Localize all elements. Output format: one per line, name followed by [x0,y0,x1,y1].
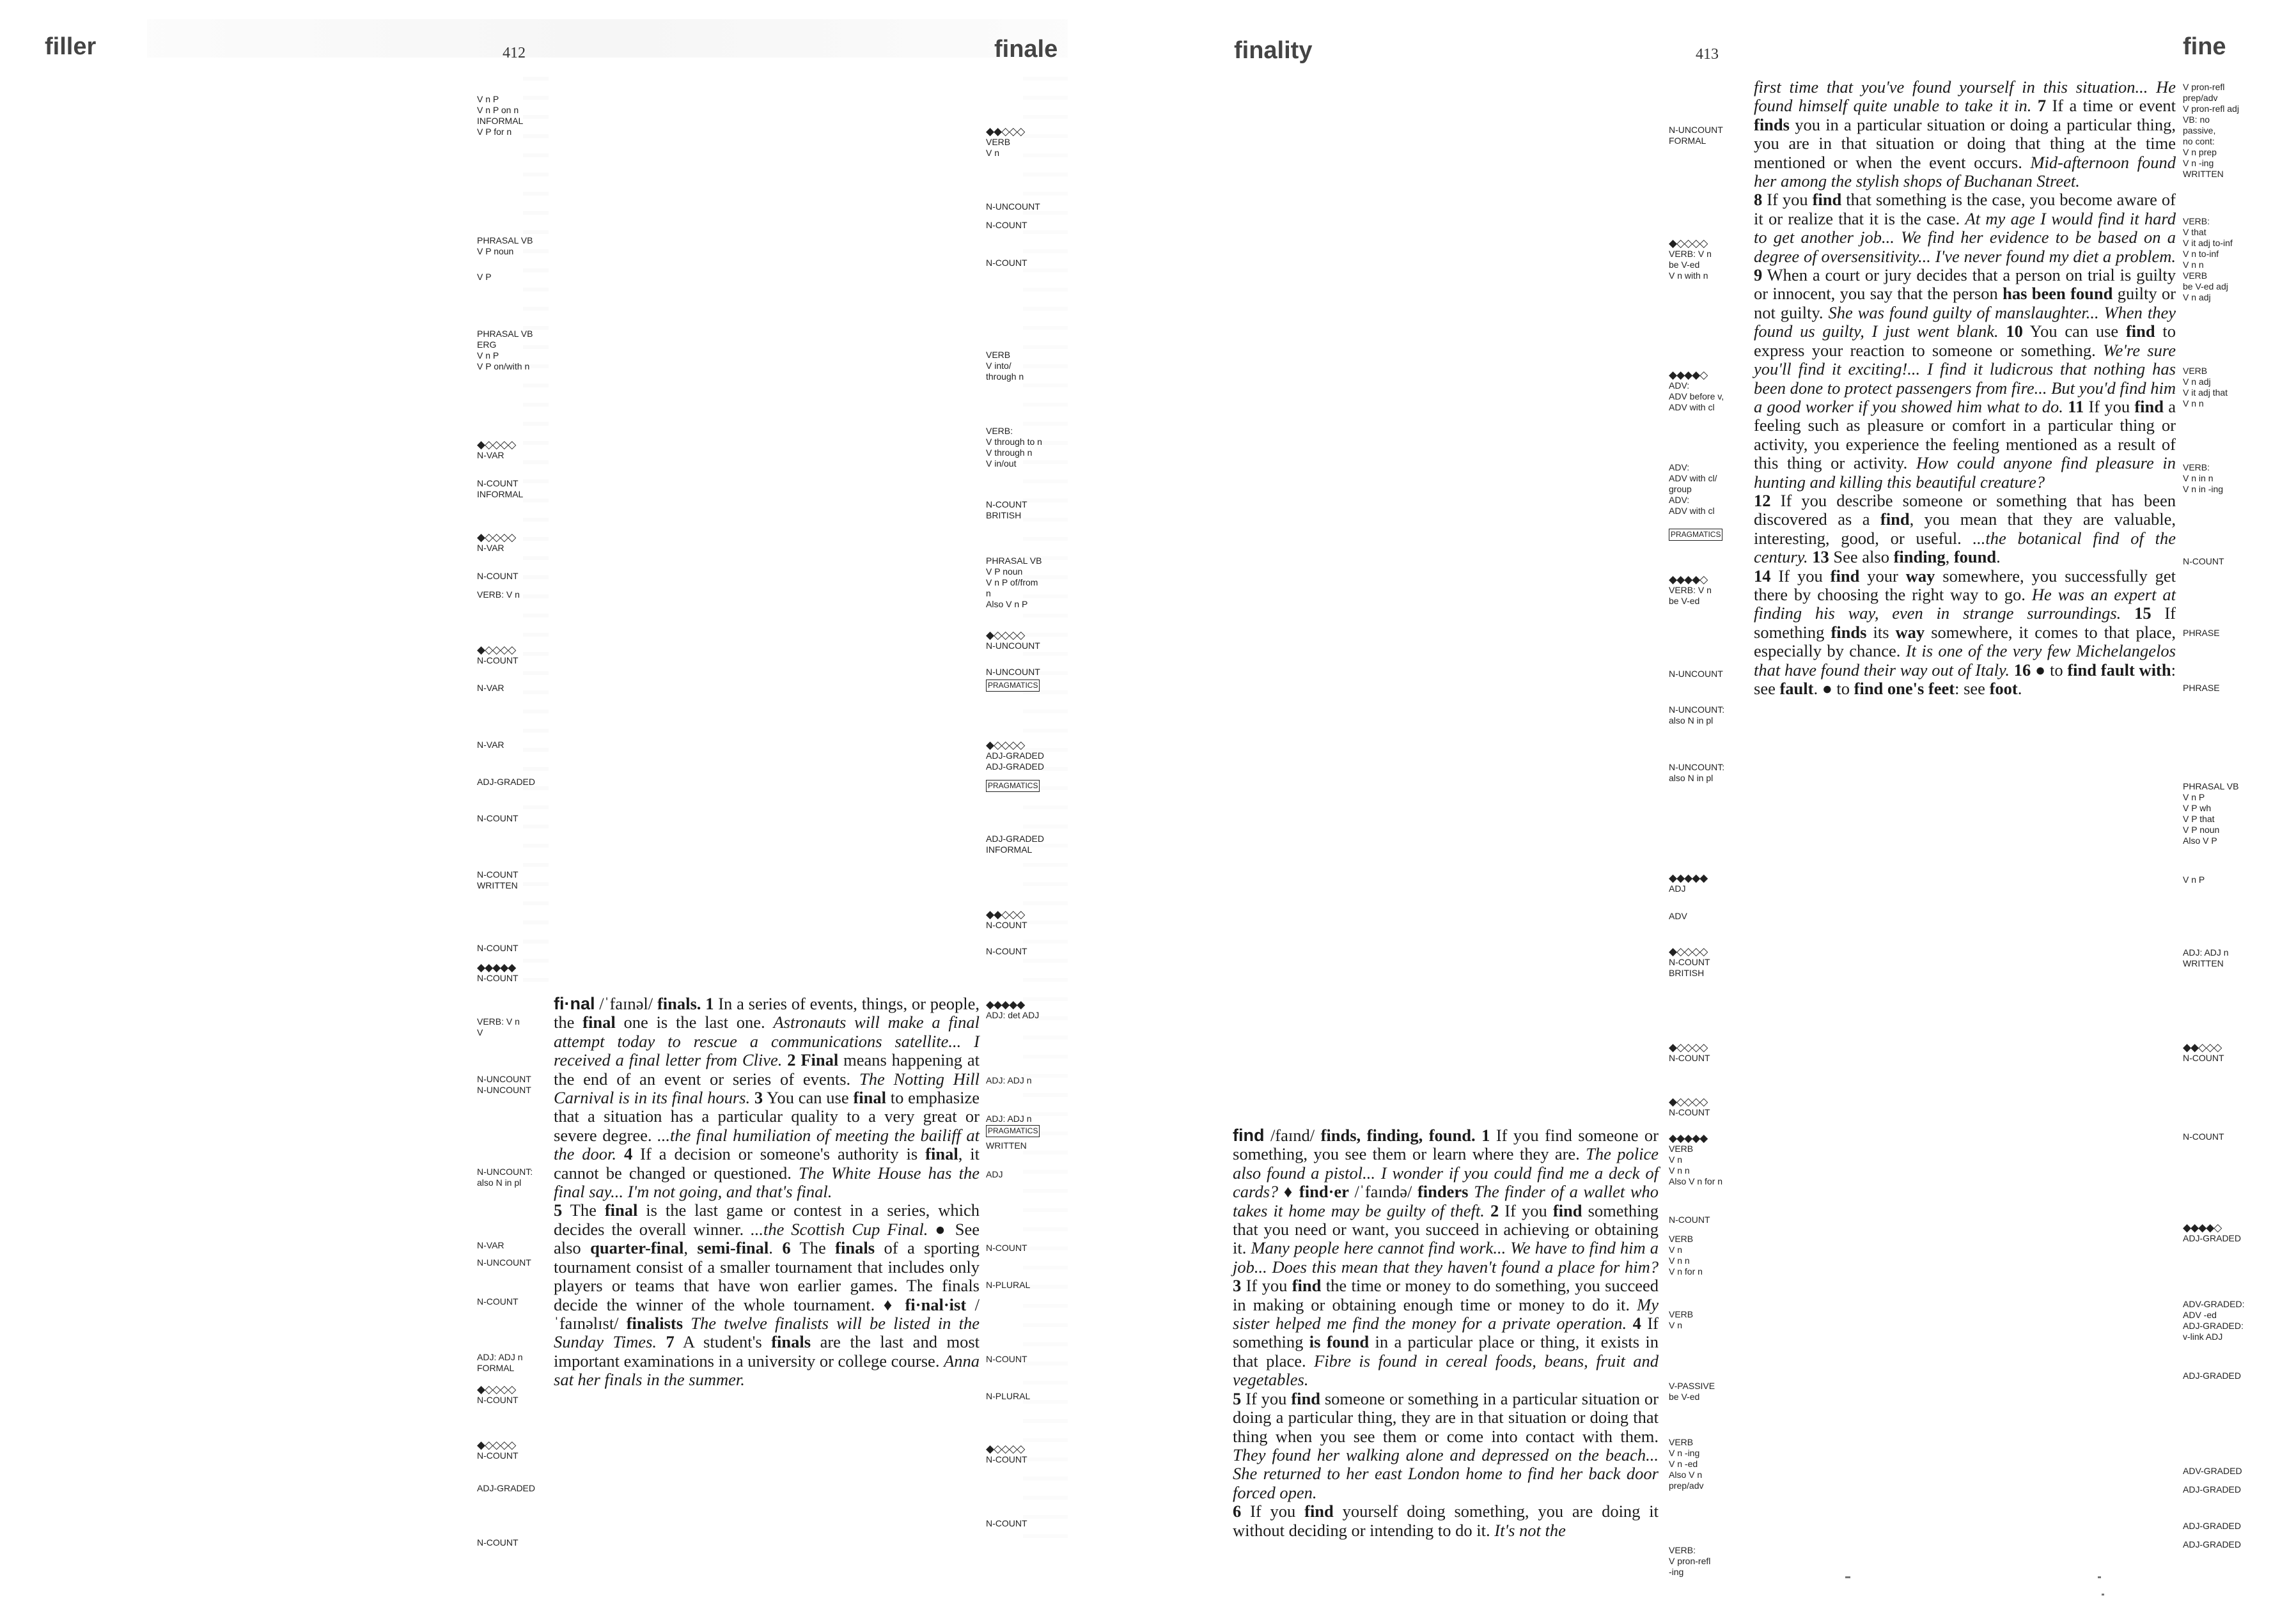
grammar-label-text: PHRASE [2183,683,2220,693]
left-guide-word: filler [45,33,97,60]
grammar-label [2183,1371,2241,1381]
frequency-diamonds: ◆◇◇◇◇ [477,531,516,543]
grammar-label [477,532,515,554]
grammar-label [986,220,1027,231]
grammar-label [2183,874,2205,885]
grammar-label-text: WRITTEN [986,1140,1027,1151]
grammar-label-text: VERB V n [986,137,1011,158]
grammar-label-text: N-VAR [477,543,504,553]
grammar-label [2183,1539,2241,1550]
grammar-label-text: ADV-GRADED [2183,1466,2242,1476]
grammar-label-text: N-UNCOUNT [986,667,1040,677]
grammar-label-text: VERB: V that V it adj to-inf V n to-inf V n n VERB be V-ed adj V n adj [2183,216,2233,302]
grammar-label [477,1537,519,1548]
grammar-label-text: ADJ-GRADED [2183,1521,2242,1531]
frequency-diamonds: ◆◇◇◇◇ [1669,1041,1708,1053]
grammar-label [986,1169,1003,1180]
grammar-label-text: ADV: ADV with cl/ group ADV: ADV with cl [1669,462,1717,516]
grammar-label-text: VERB: V n be V-ed [1669,585,1712,606]
grammar-label-text: PHRASAL VB V n P V P wh V P that V P noun Also V P [2183,781,2239,846]
grammar-label-text: VERB V n V n n Also V n for n [1669,1144,1723,1186]
grammar-label-text: VERB: V n V [477,1016,520,1037]
grammar-label [986,201,1040,212]
pragmatics-box: PRAGMATICS [986,679,1040,692]
grammar-label-text: N-COUNT BRITISH [986,499,1027,520]
grammar-label-text: N-COUNT [986,920,1027,930]
grammar-label-text: ADV: ADV before v, ADV with cl [1669,380,1724,412]
grammar-label-text: ADJ-GRADED [2183,1484,2242,1495]
grammar-label [1669,1437,1703,1491]
right-page-number: 413 [1696,46,1719,63]
grammar-label-text: N-UNCOUNT [1669,669,1723,679]
grammar-label [477,1296,519,1307]
grammar-label-text: V-PASSIVE be V-ed [1669,1381,1715,1402]
grammar-label-text: VERB: V n be V-ed V n with n [1669,249,1712,281]
frequency-diamonds: ◆◇◇◇◇ [1669,237,1708,249]
grammar-label-text: VERB V n V n n V n for n [1669,1234,1703,1277]
grammar-label-text: VERB V n -ing V n -ed Also V n prep/adv [1669,1437,1704,1491]
grammar-label-text: N-COUNT BRITISH [1669,957,1710,978]
grammar-label [477,740,504,750]
frequency-diamonds: ◆◆◆◆◆ [477,961,516,974]
grammar-label-text: N-COUNT [477,1450,519,1461]
grammar-label [2183,1299,2244,1342]
grammar-label [477,962,519,984]
grammar-label-text: N-COUNT [2183,1053,2224,1063]
grammar-label-text: N-UNCOUNT: also N in pl [477,1167,533,1188]
grammar-label-text: N-COUNT [1669,1053,1710,1063]
grammar-label-text: N-COUNT WRITTEN [477,869,519,890]
grammar-label [1669,1234,1703,1277]
frequency-diamonds: ◆◆◇◇◇ [986,125,1025,137]
grammar-label-text: ADJ-GRADED INFORMAL [986,834,1045,855]
grammar-label-text: ADJ: det ADJ [986,1010,1040,1020]
frequency-diamonds: ◆◇◇◇◇ [1669,1096,1708,1108]
grammar-label [477,683,504,694]
grammar-label [986,555,1042,610]
grammar-label-text: N-COUNT [477,1537,519,1548]
grammar-label-text: ADJ: ADJ n [986,1114,1032,1124]
grammar-label [986,630,1040,651]
frequency-diamonds: ◆◆◆◆◆ [1669,872,1708,884]
grammar-label-text: N-VAR [477,740,504,750]
grammar-label-text: N-UNCOUNT: also N in pl [1669,762,1725,783]
frequency-diamonds: ◆◆◆◆◇ [2183,1222,2222,1234]
grammar-label-text: V n P [2183,874,2205,885]
frequency-diamonds: ◆◆◇◇◇ [2183,1041,2222,1053]
left-page-number: 412 [503,45,526,61]
grammar-label [986,350,1024,382]
grammar-label-text: N-UNCOUNT [477,1257,531,1268]
grammar-label [986,1075,1032,1086]
grammar-label [477,1016,520,1038]
frequency-diamonds: ◆◇◇◇◇ [477,1439,516,1451]
grammar-label-text: N-COUNT [986,258,1027,268]
grammar-label [986,1354,1027,1365]
grammar-label [477,813,519,824]
grammar-label [986,1114,1032,1124]
grammar-label [1669,1545,1710,1578]
grammar-label [2183,462,2223,495]
grammar-label-text: ADJ-GRADED [477,777,536,787]
frequency-diamonds: ◆◇◇◇◇ [986,629,1025,641]
grammar-label-text: ADJ [986,1169,1003,1179]
grammar-label-text: PHRASE [2183,628,2220,638]
grammar-label [2183,1131,2224,1142]
grammar-label-text: N-COUNT [986,946,1027,956]
grammar-label [2183,556,2224,567]
smudge-mark [1845,1576,1850,1578]
pragmatics-box: PRAGMATICS [986,1125,1040,1137]
grammar-label-text: N-UNCOUNT FORMAL [1669,125,1723,146]
grammar-label [477,439,515,461]
grammar-label [986,999,1039,1021]
grammar-label-text: VERB V n [1669,1309,1694,1330]
grammar-label-text: ADJ-GRADED [2183,1539,2242,1549]
smudge-mark [2098,1576,2101,1578]
grammar-label-text: N-COUNT [2183,556,2224,566]
grammar-label [986,1140,1027,1151]
grammar-label [2183,683,2220,694]
grammar-label [1669,1381,1715,1402]
grammar-label [986,126,1024,159]
grammar-label-text: N-COUNT [986,1454,1027,1464]
grammar-label-text: VERB V n adj V it adj that V n n [2183,366,2228,408]
grammar-label-text: N-COUNT [477,813,519,823]
grammar-label [2183,366,2228,409]
grammar-label-text: VERB: V n [477,589,520,600]
pragmatics-box: PRAGMATICS [986,780,1040,792]
pragmatics-box: PRAGMATICS [1669,529,1722,541]
grammar-label-text: N-VAR [477,1240,504,1250]
grammar-label-text: N-COUNT [477,655,519,665]
grammar-label-text: ADJ: ADJ n [986,1075,1032,1085]
frequency-diamonds: ◆◇◇◇◇ [477,1383,516,1395]
grammar-label-text: N-COUNT [477,1395,519,1405]
grammar-label-text: N-COUNT [477,571,519,581]
dictionary-entry-final: fi·nal /ˈfaɪnəl/ finals. 1 In a series of events, things, or people, the final one is the last one. Astronauts will make a final attempt today to rescue a communications satellite... I received a final letter from Clive. 2 Final means happening at the end of an event or series of events. The Notting Hill Carnival is in its final hours. 3 You can use final to emphasize that a situation has a particular quality to a very great or severe degree. ...the final humiliation of meeting the bailiff at the door. 4 If a decision or someone's authority is final, it cannot be changed or questioned. The White House has the final say... I'm not going, and that's final. 5 The final is the last game or contest in a series, which decides the overall winner. ...the Scottish Cup Final. ● See also quarter-final, semi-final. 6 The finals of a sporting tournament consist of a smaller tournament that includes only players or teams that have won earlier games. The finals decide the winner of the whole tournament. ♦ fi·nal·ist /ˈfaɪnəlɪst/ finalists The twelve finalists will be listed in the Sunday Times. 7 A student's finals are the last and most important examinations in a university or college course. Anna sat her finals in the summer. [554,994,980,1390]
grammar-label-text: ADJ: ADJ n WRITTEN [2183,947,2229,968]
grammar-label [477,1352,523,1374]
grammar-label [986,909,1027,931]
grammar-label [1669,1133,1722,1187]
grammar-label [477,478,523,500]
frequency-diamonds: ◆◇◇◇◇ [986,739,1025,751]
grammar-label [1669,1215,1710,1225]
grammar-label [477,329,533,372]
grammar-label-text: ADV-GRADED: ADV -ed ADJ-GRADED: v-link ADJ [2183,1299,2245,1342]
grammar-label-text: VERB: V through to n V through n V in/out [986,426,1042,469]
grammar-label-text: N-COUNT [477,943,519,953]
grammar-label-text: N-UNCOUNT: also N in pl [1669,704,1725,726]
grammar-label [986,780,1040,792]
grammar-label [986,499,1027,521]
grammar-label [477,1384,519,1406]
grammar-label [477,589,520,600]
grammar-label [986,1443,1027,1465]
grammar-label [2183,1222,2241,1244]
grammar-label-text: V pron-refl prep/adv V pron-refl adj VB: no passive, no cont: V n prep V n -ing WRITTEN [2183,82,2239,179]
grammar-label-text: N-COUNT [1669,1215,1710,1225]
left-margin-labels [477,0,560,1623]
grammar-label-text: N-COUNT [986,1354,1027,1364]
grammar-label-text: N-VAR [477,450,504,460]
grammar-label-text: N-COUNT [477,1296,519,1307]
grammar-label [477,571,519,582]
left-guide-word-right: finale [994,36,1058,63]
grammar-label [986,946,1027,957]
grammar-label-text: ADJ [1669,883,1686,894]
grammar-label [986,740,1044,772]
grammar-label [477,1167,533,1188]
frequency-diamonds: ◆◇◇◇◇ [1669,945,1708,958]
grammar-label [986,1125,1040,1137]
grammar-label-text: N-COUNT [1669,1107,1710,1117]
dictionary-entry-find-continued: first time that you've found yourself in this situation... He found himself quite unable to take it in. 7 If a time or event finds you in a particular situation or doing a particular thing, you are in that situation or doing that thing at the time mentioned or when the event occurs. Mid-afternoon found her among the stylish shops of Buchanan Street. 8 If you find that something is the case, you become aware of it or realize that it is the case. At my age I would find it hard to get another job... We find her evidence to be based on a degree of oversensitivity... I've never found my diet a problem. 9 When a court or jury decides that a person on trial is guilty or innocent, you say that the person has been found guilty or not guilty. She was found guilty of manslaughter... When they found us guilty, I just went blank. 10 You can use find to express your reaction to someone or something. We're sure you'll find it exciting!... I find it ludicrous that nothing has been done to protect passengers from fire... But you'd find him a good worker if you showed him what to do. 11 If you find a feeling such as pleasure or comfort in a particular thing or activity, you experience the feeling mentioned as a result of this thing or activity. How could anyone find pleasure in hunting and killing this beautiful creature? 12 If you describe someone or something that has been discovered as a find, you mean that they are valuable, interesting, good, or useful. ...the botanical find of the century. 13 See also finding, found. 14 If you find your way somewhere, you successfully get there by choosing the right way to go. He was an expert at finding his way, even in strange surroundings. 15 If something finds its way somewhere, it comes to that place, especially by chance. It is one of the very few Michelangelos that have found their way out of Italy. 16 ● to find fault with: see fault. ● to find one's feet: see foot. [1754,77,2176,698]
grammar-label-text: ADJ-GRADED [477,1483,536,1493]
grammar-label-text: N-COUNT [477,973,519,983]
grammar-label [986,667,1040,678]
left-margin-labels-right [986,0,1069,1623]
grammar-label [986,258,1027,268]
frequency-diamonds: ◆◇◇◇◇ [477,644,516,656]
grammar-label [2183,781,2238,846]
grammar-label [986,426,1042,469]
grammar-label-text: ADJ-GRADED [2183,1371,2242,1381]
grammar-label-text: ADJ-GRADED [2183,1233,2242,1243]
grammar-label [2183,628,2220,639]
frequency-diamonds: ◆◆◇◇◇ [986,908,1025,920]
grammar-label [477,777,535,788]
grammar-label [2183,82,2239,180]
grammar-label [477,272,492,283]
grammar-label-text: VERB V into/ through n [986,350,1024,382]
grammar-label [2183,1484,2241,1495]
grammar-label-text: N-PLURAL [986,1391,1031,1401]
grammar-label [986,1391,1030,1402]
grammar-label-text: PHRASAL VB V P noun [477,235,533,256]
grammar-label [2183,1521,2241,1532]
grammar-label [2183,216,2233,303]
grammar-label [477,235,533,257]
frequency-diamonds: ◆◆◆◆◆ [1669,1132,1708,1144]
grammar-label [986,679,1040,692]
frequency-diamonds: ◆◆◆◆◇ [1669,573,1708,586]
grammar-label-text: N-COUNT [986,1518,1027,1528]
right-guide-word-right: fine [2183,33,2226,60]
grammar-label [477,1074,531,1096]
frequency-diamonds: ◆◆◆◆◇ [1669,369,1708,381]
grammar-label-text: ADV [1669,911,1687,921]
grammar-label [986,1280,1030,1291]
grammar-label-text: N-COUNT INFORMAL [477,478,524,499]
grammar-label [477,1257,531,1268]
grammar-label-text: N-UNCOUNT [986,201,1040,212]
grammar-label-text: ADJ-GRADED ADJ-GRADED [986,750,1045,772]
grammar-label-text: N-VAR [477,683,504,693]
grammar-label-text: V P [477,272,492,282]
grammar-label-text: VERB: V n in n V n in -ing [2183,462,2224,494]
grammar-label-text: N-UNCOUNT N-UNCOUNT [477,1074,531,1095]
grammar-label-text: N-UNCOUNT [986,641,1040,651]
grammar-label-text: PHRASAL VB ERG V n P V P on/with n [477,329,533,371]
frequency-diamonds: ◆◇◇◇◇ [477,439,516,451]
right-margin-labels-lower [1669,0,1752,1623]
grammar-label [2183,947,2229,969]
grammar-label [477,1440,519,1461]
grammar-label-text: N-PLURAL [986,1280,1031,1290]
grammar-label-text: V n P V n P on n INFORMAL V P for n [477,94,524,137]
grammar-label-text: N-COUNT [2183,1131,2224,1142]
grammar-label-text: PHRASAL VB V P noun V n P of/from n Also V n P [986,555,1042,609]
grammar-label [477,1483,535,1494]
grammar-label [1669,1309,1693,1331]
grammar-label [477,943,519,954]
grammar-label-text: N-COUNT [986,1243,1027,1253]
grammar-label [477,1240,504,1251]
dictionary-entry-find: find /faɪnd/ finds, finding, found. 1 If you find someone or something, you see them or learn where they are. The police also found a pistol... I wonder if you could find me a deck of cards? ♦ find·er /ˈfaɪndə/ finders The finder of a wallet who takes it home may be guilty of theft. 2 If you find something that you need or want, you succeed in achieving or obtaining it. Many people here cannot find work... We have to find him a job... Does this mean that they haven't found a place for him? 3 If you find the time or money to do something, you succeed in making or obtaining enough time or money to do it. My sister helped me find the money for a private operation. 4 If something is found in a particular place or thing, it exists in that place. Fibre is found in cereal foods, beans, fruit and vegetables. 5 If you find someone or something in a particular situation or doing a particular thing, they are in that situation or doing that thing when you see them or come into contact with them. They found her walking alone and depressed on the beach... She returned to her east London home to find her back door forced open. 6 If you find yourself doing something, you are doing it without deciding or intending to do it. It's not the [1233,1126,1659,1540]
grammar-label-text: ADJ: ADJ n FORMAL [477,1352,523,1373]
grammar-label-text: N-COUNT [986,220,1027,230]
right-outer-margin-labels [2183,0,2279,1623]
bleed-through-header [147,19,1068,58]
grammar-label [986,1518,1027,1529]
smudge-mark [2102,1594,2104,1596]
grammar-label-text: VERB: V pron-refl -ing [1669,1545,1711,1577]
right-guide-word: finality [1234,37,1313,64]
grammar-label [2183,1466,2242,1477]
grammar-label [477,869,519,891]
frequency-diamonds: ◆◇◇◇◇ [986,1443,1025,1455]
grammar-label [477,644,519,666]
frequency-diamonds: ◆◆◆◆◆ [986,998,1025,1011]
grammar-label [2183,1042,2224,1064]
grammar-label [477,94,523,137]
grammar-label [986,1243,1027,1254]
grammar-label [986,834,1044,855]
